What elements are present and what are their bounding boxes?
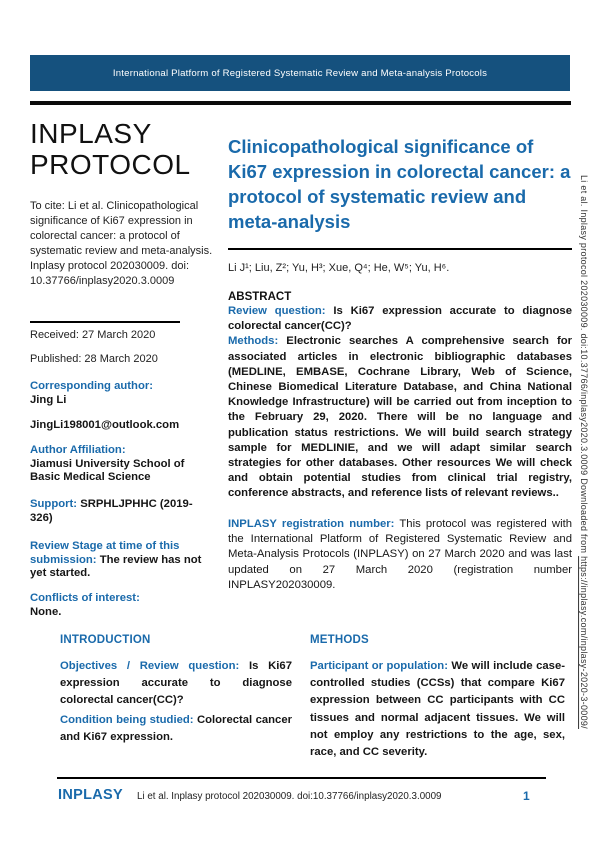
author-list: Li J¹; Liu, Z²; Yu, H³; Xue, Q⁴; He, W⁵; Yu, H⁶. [228, 262, 450, 274]
article-title: Clinicopathological significance of Ki67 expression in colorectal cancer: a protocol of systematic review and meta-analysis [228, 136, 571, 232]
affiliation-label: Author Affiliation: [30, 444, 126, 456]
title-rule [228, 248, 572, 250]
objectives-paragraph [60, 658, 292, 710]
footer-brand: INPLASY [58, 787, 123, 803]
methods-text: Electronic searches A comprehensive search for associated articles in electronic bibliographic databases (MEDLINE, EMBASE, Cochrane Library, Web of Science, Chinese Biomedical Literature Database, and China National Knowledge Infrastructure) will be carried out from inception to the February 29, 2020. There will be no language and publication status restrictions. We will build search strategy sample for MEDLINIE, and we will adapt similar search strategies for other databases. Other resources We will check and obtain potential studies from clinical trial registry, conference abstracts, and reference lists of relevant reviews.. [228, 335, 573, 500]
abstract-section [228, 291, 572, 502]
review-question-label: Review question: [228, 305, 326, 317]
support-value: SRPHLJPHHC (2019-326) [30, 498, 193, 524]
footer-citation: Li et al. Inplasy protocol 202030009. doi:10.37766/inplasy2020.3.0009 [137, 791, 442, 802]
condition-paragraph [60, 712, 292, 746]
masthead-line1: INPLASY [30, 118, 152, 149]
methods-heading: METHODS [310, 634, 369, 646]
conflicts-label: Conflicts of interest: [30, 592, 140, 604]
methods-paragraph [228, 334, 572, 501]
participant-paragraph [310, 658, 565, 761]
corresponding-author-block [30, 380, 215, 407]
received-date: Received: 27 March 2020 [30, 329, 156, 341]
methods-label: Methods: [228, 335, 279, 348]
corresponding-author-label: Corresponding author: [30, 380, 154, 392]
registration-label: INPLASY registration number: [228, 518, 395, 530]
conflicts-block [30, 592, 215, 619]
condition-text: Colorectal cancer and Ki67 expression. [60, 714, 293, 744]
sidebar-citation-text: Li et al. Inplasy protocol 202030009. doi:10.37766/inplasy2020.3.0009 Downloaded from [579, 175, 589, 557]
objectives-text: Is Ki67 expression accurate to diagnose colorectal cancer(CC)? [60, 660, 292, 707]
introduction-heading: INTRODUCTION [60, 634, 151, 646]
participant-label: Participant or population: [310, 660, 448, 672]
corresponding-author-name: Jing Li [30, 393, 67, 406]
review-question-text: Is Ki67 expression accurate to diagnose colorectal cancer(CC)? [228, 305, 572, 333]
masthead [30, 118, 230, 180]
sidebar-vertical-citation [573, 175, 589, 835]
review-stage-label: Review Stage at time of this submission: [30, 540, 180, 566]
published-date: Published: 28 March 2020 [30, 353, 158, 365]
affiliation-block [30, 444, 215, 485]
corresponding-email[interactable]: JingLi198001@outlook.com [30, 419, 180, 431]
abstract-heading: ABSTRACT [228, 291, 292, 303]
platform-banner-text: International Platform of Registered Systematic Review and Meta-analysis Protocols [112, 67, 488, 79]
to-cite-paragraph: To cite: Li et al. Clinicopathological significance of Ki67 expression in colorectal cancer: a protocol of systematic review and meta-analysis. Inplasy protocol 202030009. doi: 10.37766/inplasy2020.3.0009 [30, 200, 213, 287]
footer-page-number: 1 [523, 789, 530, 803]
objectives-label: Objectives / Review question: [60, 660, 240, 672]
participant-text: We will include case-controlled studies (CCSs) that compare Ki67 expression between CC participants with CC tissues and normal adjacent tissues. We will not employ any restrictions to the age, sex, race, and CC severity. [310, 660, 565, 759]
header-double-rule [30, 101, 571, 105]
condition-label: Condition being studied: [60, 714, 194, 726]
masthead-line2: PROTOCOL [30, 149, 191, 180]
sidebar-citation-link[interactable]: https://inplasy.com/inplasy-2020-3-0009/ [579, 556, 589, 729]
review-stage-block [30, 540, 215, 581]
support-label: Support: [30, 498, 78, 510]
review-question-paragraph [228, 304, 572, 334]
registration-text: This protocol was registered with the International Platform of Registered Systematic Review and Meta-Analysis Protocols (INPLASY) on 27 March 2020 and was last updated on 27 March 2020 (registration number INPLASY202030009. [228, 518, 572, 591]
support-block [30, 498, 200, 525]
registration-paragraph [228, 517, 572, 593]
footer-rule [57, 777, 546, 779]
affiliation-value: Jiamusi University School of Basic Medical Science [30, 457, 185, 483]
review-stage-value: The review has not yet started. [30, 553, 202, 579]
left-column-rule [30, 321, 180, 323]
platform-banner [30, 55, 570, 91]
conflicts-value: None. [30, 605, 62, 618]
